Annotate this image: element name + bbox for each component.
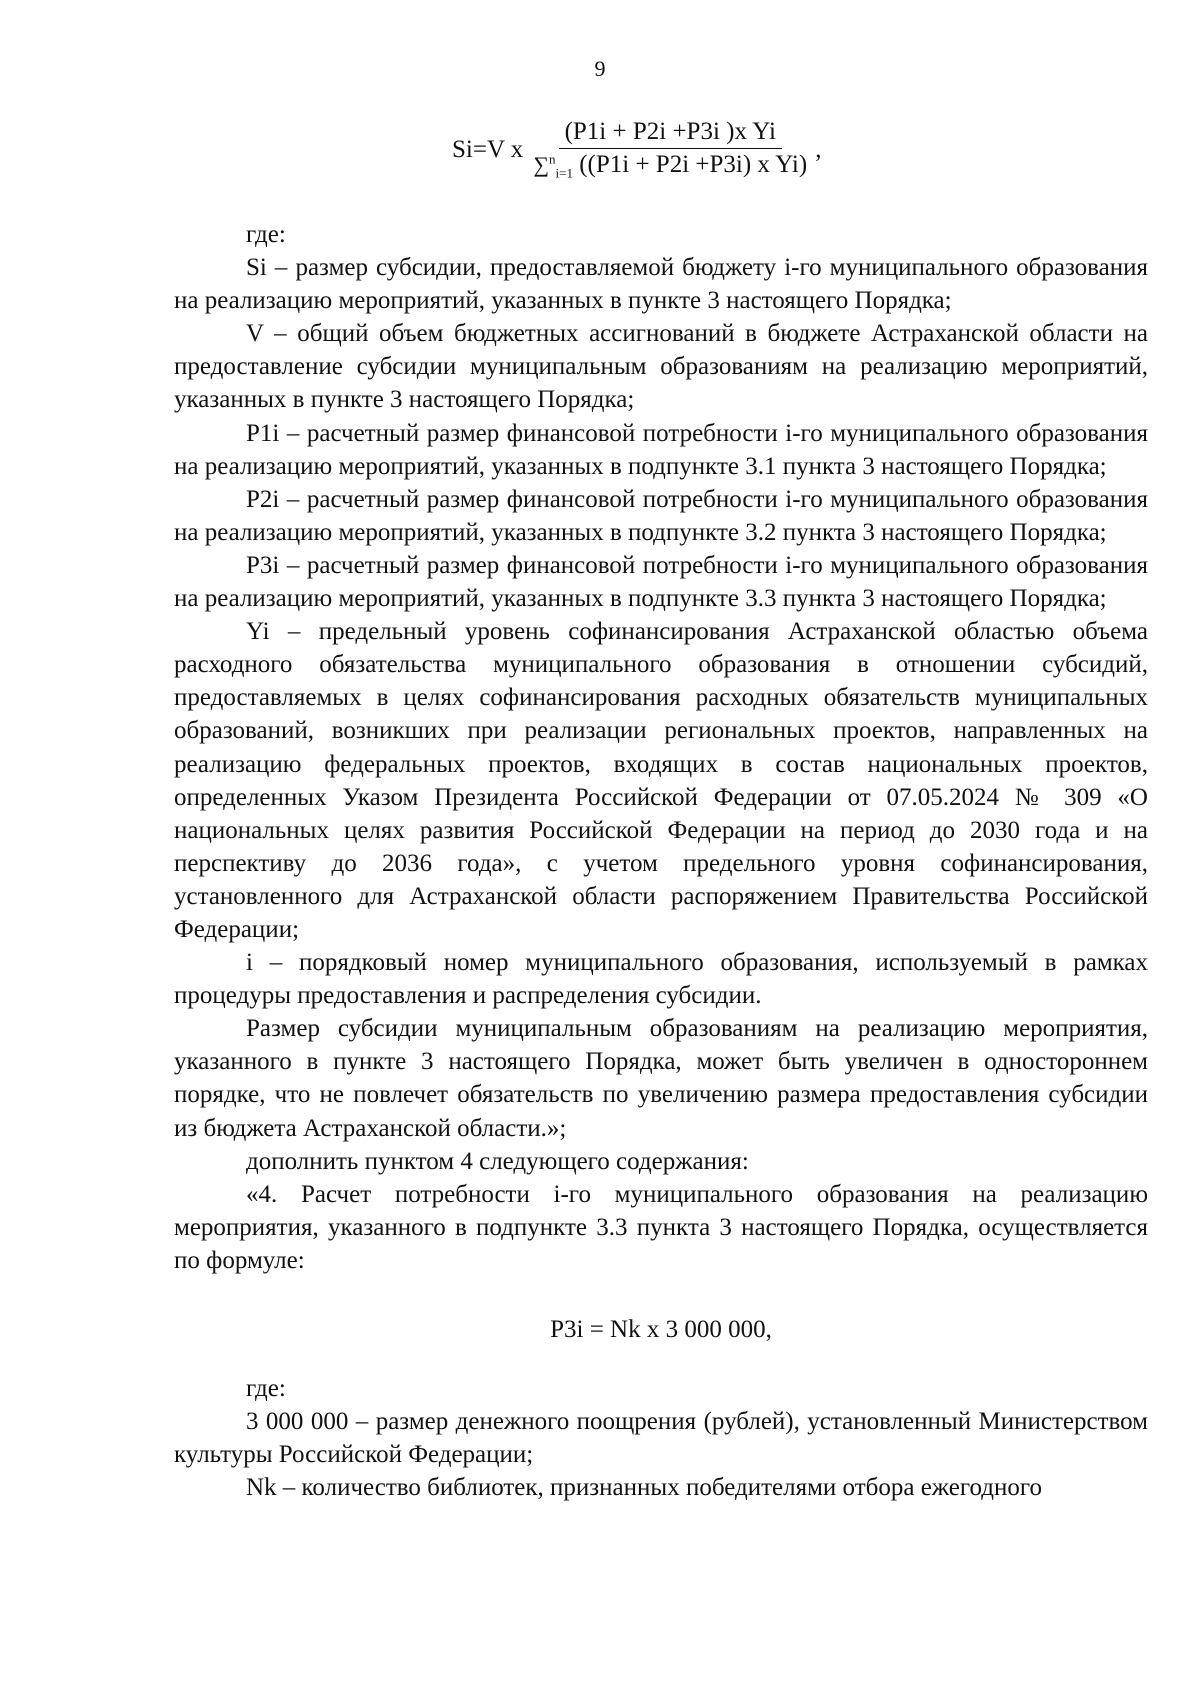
formula-fraction	[527, 118, 813, 181]
paragraph-where: где:	[246, 221, 286, 248]
paragraph-subsidy-increase: Размер субсидии муниципальным образованиям на реализацию мероприятия, указанного в пункте 3 настоящего Порядка, может быть увеличен в одностороннем порядке, что не повлечет обязательств по увеличению размера предоставления субсидии из бюджета Астраханской области.»;	[174, 1015, 1148, 1142]
formula-denominator	[527, 149, 813, 181]
subsidy-formula	[452, 118, 821, 181]
paragraph-where-2: где:	[246, 1375, 286, 1403]
paragraph-item-4: «4. Расчет потребности i-го муниципального образования на реализацию мероприятия, указанного в подпункте 3.3 пункта 3 настоящего Порядка, осуществляется по формуле:	[174, 1180, 1148, 1274]
page-number: 9	[594, 56, 606, 81]
document-body	[174, 218, 1148, 1504]
paragraph-nk-definition: Nk – количество библиотек, признанных победителями отбора ежегодного	[246, 1474, 1042, 1502]
sum-lower-limit: i=1	[555, 165, 573, 181]
denominator-expression: ((P1i + P2i +P3i) x Yi)	[572, 151, 808, 178]
formula-numerator: (P1i + P2i +P3i )x Yi	[559, 118, 782, 149]
paragraph-si-definition: Si – размер субсидии, предоставляемой бюджету i-го муниципального образования на реализацию мероприятий, указанных в пункте 3 настоящего Порядка;	[174, 254, 1148, 315]
paragraph-p2i-definition: P2i – расчетный размер финансовой потребности i-го муниципального образования на реализацию мероприятий, указанных в подпункте 3.2 пункта 3 настоящего Порядка;	[174, 485, 1148, 546]
paragraph-p3i-definition: P3i – расчетный размер финансовой потребности i-го муниципального образования на реализацию мероприятий, указанных в подпункте 3.3 пункта 3 настоящего Порядка;	[174, 551, 1148, 613]
formula-lhs: Si=V x	[452, 135, 524, 163]
paragraph-v-definition: V – общий объем бюджетных ассигнований в бюджете Астраханской области на предоставление субсидии муниципальным образованиям на реализацию мероприятий, указанных в пункте 3 настоящего Порядка;	[174, 320, 1148, 414]
p3i-formula: P3i = Nk x 3 000 000,	[550, 1316, 772, 1343]
paragraph-3000000-definition: 3 000 000 – размер денежного поощрения (рублей), установленный Министерством культуры Российской Федерации;	[174, 1408, 1148, 1469]
paragraph-yi-definition: Yi – предельный уровень софинансирования Астраханской областью объема расходного обязательства муниципального образования в отношении субсидий, предоставляемых в целях софинансирования расходных обязательств муниципальных образований, возникших при реализации региональных проектов, направленных на реализацию федеральных проектов, входящих в состав национальных проектов, определенных Указом Президента Российской Федерации от 07.05.2024 № 309 «О национальных целях развития Российской Федерации на период до 2030 года и на перспективу до 2036 года», с учетом предельного уровня софинансирования, установленного для Астраханской области распоряжением Правительства Российской Федерации;	[174, 618, 1148, 943]
paragraph-add-item-4: дополнить пунктом 4 следующего содержания:	[246, 1147, 749, 1175]
paragraph-i-definition: i – порядковый номер муниципального образования, используемый в рамках процедуры предоставления и распределения субсидии.	[174, 949, 1148, 1010]
paragraph-p1i-definition: P1i – расчетный размер финансовой потребности i-го муниципального образования на реализацию мероприятий, указанных в подпункте 3.1 пункта 3 настоящего Порядка;	[174, 419, 1148, 480]
formula-trailing-comma: ,	[815, 135, 822, 163]
sum-upper-limit: n	[549, 151, 556, 167]
sum-symbol: ∑$^n_{i=1}$	[533, 151, 573, 181]
